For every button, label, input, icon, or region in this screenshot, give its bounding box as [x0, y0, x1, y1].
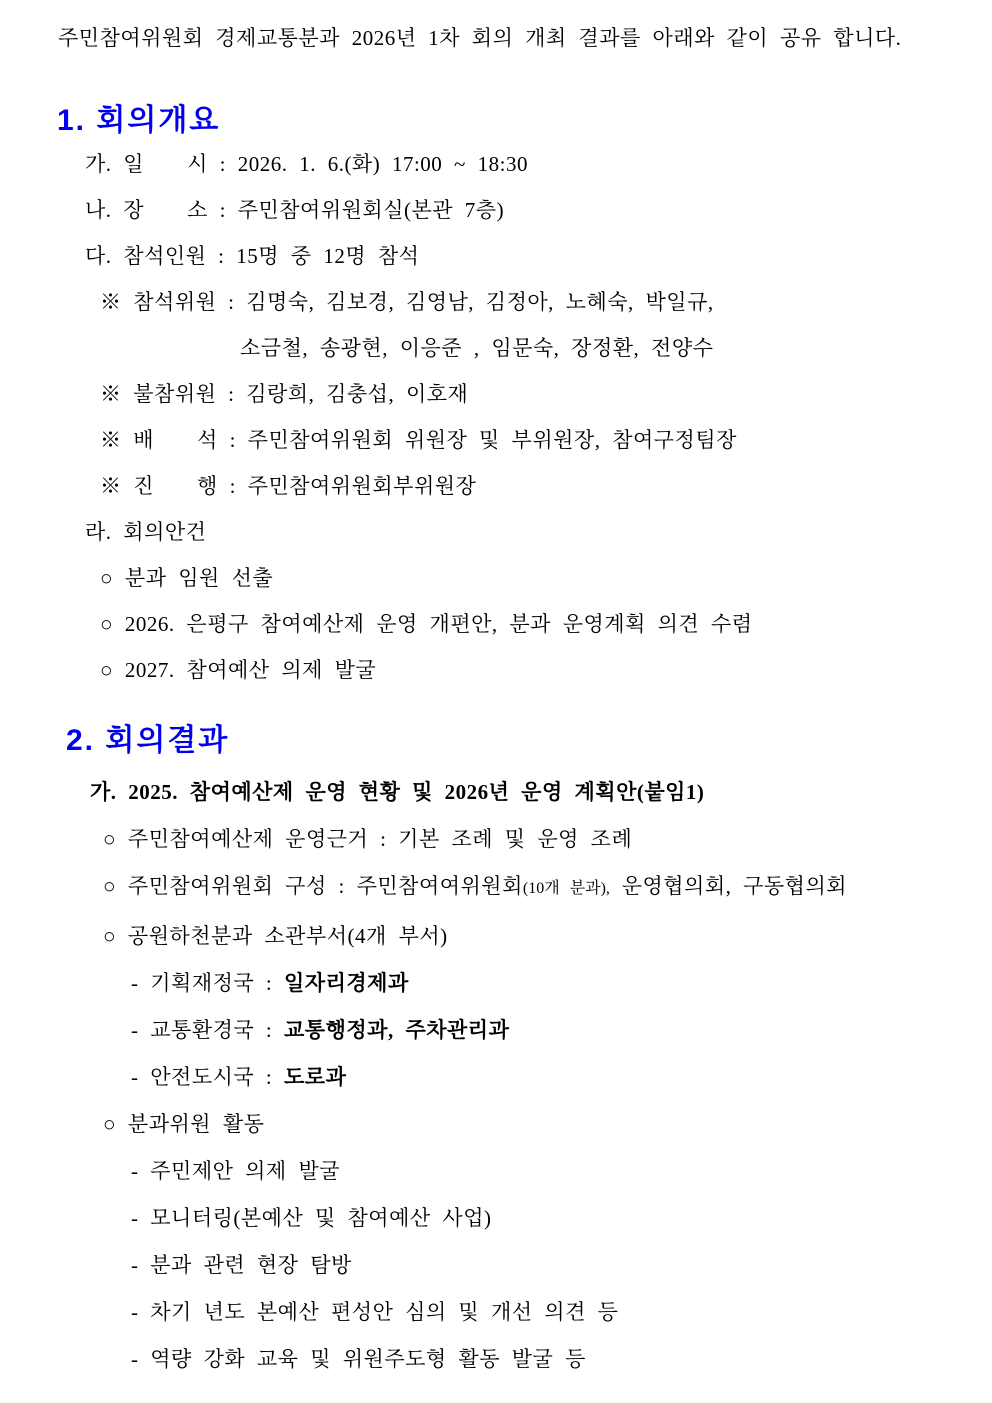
- meeting-datetime-line: 가. 일 시 : 2026. 1. 6.(화) 17:00 ~ 18:30: [85, 152, 528, 176]
- attendee-names-line-1: ※ 참석위원 : 김명숙, 김보경, 김영남, 김정아, 노혜숙, 박일규,: [100, 290, 714, 314]
- activity-line-3: - 분과 관련 현장 탐방: [131, 1253, 352, 1277]
- member-activity-heading-line: ○ 분과위원 활동: [103, 1112, 265, 1136]
- activity-line-4: - 차기 년도 본예산 편성안 심의 및 개선 의견 등: [131, 1300, 619, 1324]
- dept-division-3: 도로과: [284, 1065, 347, 1089]
- section2-results: [0, 724, 992, 1371]
- composition-prefix: ○ 주민참여위원회 구성 : 주민참여여위원회: [103, 874, 523, 898]
- meeting-place-line: 나. 장 소 : 주민참여위원회실(본관 7층): [85, 198, 505, 222]
- dept-bureau-2: - 교통환경국 :: [131, 1018, 285, 1042]
- dept-division-2: 교통행정과, 주차관리과: [284, 1018, 510, 1042]
- attendee-names-line-2: 소금철, 송광현, 이응준 , 임문숙, 장정환, 전양수: [240, 336, 714, 360]
- dept-bureau-3: - 안전도시국 :: [131, 1065, 285, 1089]
- dept-division-1: 일자리경제과: [284, 971, 409, 995]
- committee-composition-line: [103, 874, 992, 901]
- dept-line-2: [131, 1018, 992, 1042]
- section2-subheading: 가. 2025. 참여예산제 운영 현황 및 2026년 운영 계획안(붙임1): [90, 780, 705, 804]
- operation-basis-line: ○ 주민참여예산제 운영근거 : 기본 조례 및 운영 조례: [103, 827, 633, 851]
- activity-line-1: - 주민제안 의제 발굴: [131, 1159, 341, 1183]
- absentee-names-line: ※ 불참위원 : 김랑희, 김충섭, 이호재: [100, 382, 469, 406]
- dept-line-3: [131, 1065, 992, 1089]
- section2-heading: 2. 회의결과: [66, 724, 230, 757]
- moderator-line: ※ 진 행 : 주민참여위원회부위원장: [100, 474, 477, 498]
- composition-small-note: (10개 분과),: [522, 880, 610, 897]
- composition-suffix: 운영협의회, 구동협의회: [609, 874, 848, 898]
- agenda-item-1: ○ 분과 임원 선출: [100, 566, 274, 590]
- dept-line-1: [131, 971, 992, 995]
- intro-text: 주민참여위원회 경제교통분과 2026년 1차 회의 개최 결과를 아래와 같이 공유 합니다.: [58, 26, 902, 50]
- agenda-item-2: ○ 2026. 은평구 참여예산제 운영 개편안, 분과 운영계획 의견 수렴: [100, 612, 753, 636]
- agenda-item-3: ○ 2027. 참여예산 의제 발굴: [100, 658, 377, 682]
- agenda-label: 라. 회의안건: [85, 520, 207, 544]
- observers-line: ※ 배 석 : 주민참여위원회 위원장 및 부위원장, 참여구정팀장: [100, 428, 737, 452]
- section1-heading: 1. 회의개요: [57, 104, 221, 137]
- departments-heading-line: ○ 공원하천분과 소관부서(4개 부서): [103, 924, 448, 948]
- activity-line-5: - 역량 강화 교육 및 위원주도형 활동 발굴 등: [131, 1347, 586, 1371]
- dept-bureau-1: - 기획재정국 :: [131, 971, 285, 995]
- activity-line-2: - 모니터링(본예산 및 참여예산 사업): [131, 1206, 492, 1230]
- attendee-count-line: 다. 참석인원 : 15명 중 12명 참석: [85, 244, 420, 268]
